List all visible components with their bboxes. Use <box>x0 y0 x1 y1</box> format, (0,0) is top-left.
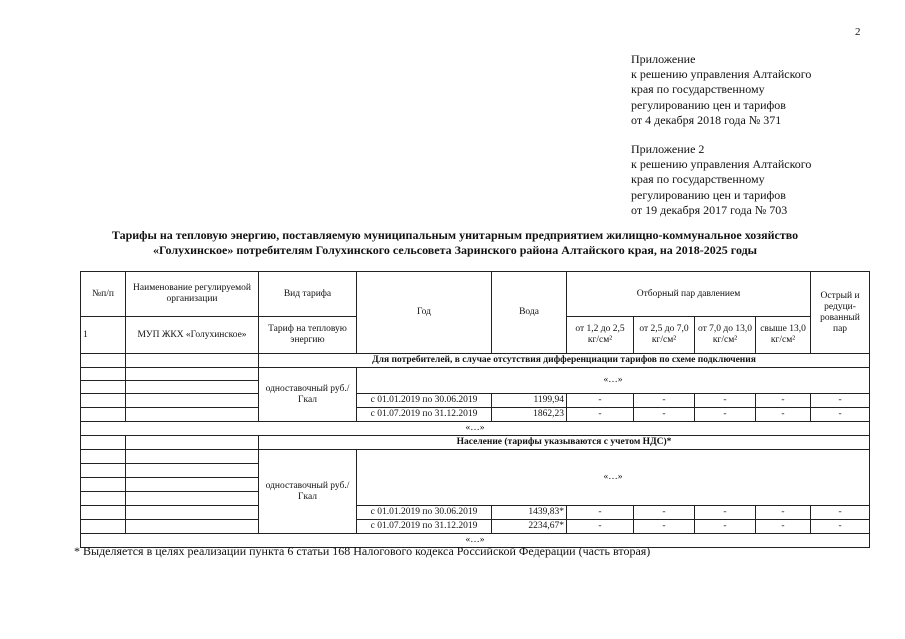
header-sharp-steam: Острый и редуци-рованный пар <box>811 272 870 354</box>
header-tariff-type: Вид тарифа <box>259 272 357 317</box>
section-1-ellipsis: «…» <box>357 368 870 394</box>
header-num: №п/п <box>81 272 126 317</box>
header-steam: Отборный пар давлением <box>567 272 811 317</box>
water-value: 1199,94 <box>492 394 567 408</box>
section-2-ellipsis: «…» <box>357 450 870 506</box>
appendix-line: Приложение 2 <box>631 142 705 156</box>
footnote: * Выделяется в целях реализации пункта 6 статьи 168 Налогового кодекса Российской Федерации (часть вторая) <box>74 544 651 558</box>
appendix-line: от 4 декабря 2018 года № 371 <box>631 112 782 127</box>
section-2-tariff: одноставочный руб./Гкал <box>259 450 357 534</box>
header-year: Год <box>357 272 492 354</box>
org-row-num: 1 <box>81 317 126 354</box>
section-2-title: Население (тарифы указываются с учетом НДС)* <box>259 436 870 450</box>
section-1-after-ellipsis: «…» <box>81 422 870 436</box>
appendix-line: регулированию цен и тарифов <box>631 187 786 202</box>
header-steam-col-4: свыше 13,0 кг/см² <box>756 317 811 354</box>
document-title <box>60 228 850 258</box>
table-row: с 01.07.2019 по 31.12.2019 2234,67* - - - - - <box>81 520 870 534</box>
period-cell: с 01.07.2019 по 31.12.2019 <box>357 408 492 422</box>
header-steam-col-3: от 7,0 до 13,0 кг/см² <box>695 317 756 354</box>
section-1-tariff: одноставочный руб./Гкал <box>259 368 357 422</box>
header-steam-col-2: от 2,5 до 7,0 кг/см² <box>634 317 695 354</box>
header-water: Вода <box>492 272 567 354</box>
title-line-1: Тарифы на тепловую энергию, поставляемую муниципальным унитарным предприятием жилищно-коммунальное хозяйство <box>111 228 799 242</box>
appendix-line: края по государственному <box>631 172 765 187</box>
appendix-line: к решению управления Алтайского <box>631 67 812 82</box>
appendix-line: от 19 декабря 2017 года № 703 <box>631 202 788 217</box>
org-row-org: МУП ЖКХ «Голухинское» <box>126 317 259 354</box>
water-value: 1862,23 <box>492 408 567 422</box>
section-1-title: Для потребителей, в случае отсутствия дифференциации тарифов по схеме подключения <box>259 354 870 368</box>
table-row: с 01.01.2019 по 30.06.2019 1439,83* - - - - - <box>81 506 870 520</box>
appendix-line: регулированию цен и тарифов <box>631 97 786 112</box>
appendix-block-2 <box>631 142 811 218</box>
period-cell: с 01.07.2019 по 31.12.2019 <box>357 520 492 534</box>
section-2-after-ellipsis: «…» <box>81 534 870 548</box>
appendix-block-1 <box>631 52 811 128</box>
tariff-table <box>80 271 870 548</box>
title-line-2: «Голухинское» потребителям Голухинского сельсовета Заринского района Алтайского края, на 2018-2025 годы <box>152 243 758 257</box>
period-cell: с 01.01.2019 по 30.06.2019 <box>357 506 492 520</box>
org-row-tariff-type: Тариф на тепловую энергию <box>259 317 357 354</box>
appendix-line: края по государственному <box>631 82 765 97</box>
appendix-line: Приложение <box>631 52 696 66</box>
water-value: 1439,83* <box>492 506 567 520</box>
appendix-line: к решению управления Алтайского <box>631 157 812 172</box>
table-row: с 01.07.2019 по 31.12.2019 1862,23 - - - - - <box>81 408 870 422</box>
table-row: с 01.01.2019 по 30.06.2019 1199,94 - - - - - <box>81 394 870 408</box>
header-steam-col-1: от 1,2 до 2,5 кг/см² <box>567 317 634 354</box>
header-org: Наименование регулируемой организации <box>126 272 259 317</box>
water-value: 2234,67* <box>492 520 567 534</box>
page-number: 2 <box>855 26 861 38</box>
period-cell: с 01.01.2019 по 30.06.2019 <box>357 394 492 408</box>
